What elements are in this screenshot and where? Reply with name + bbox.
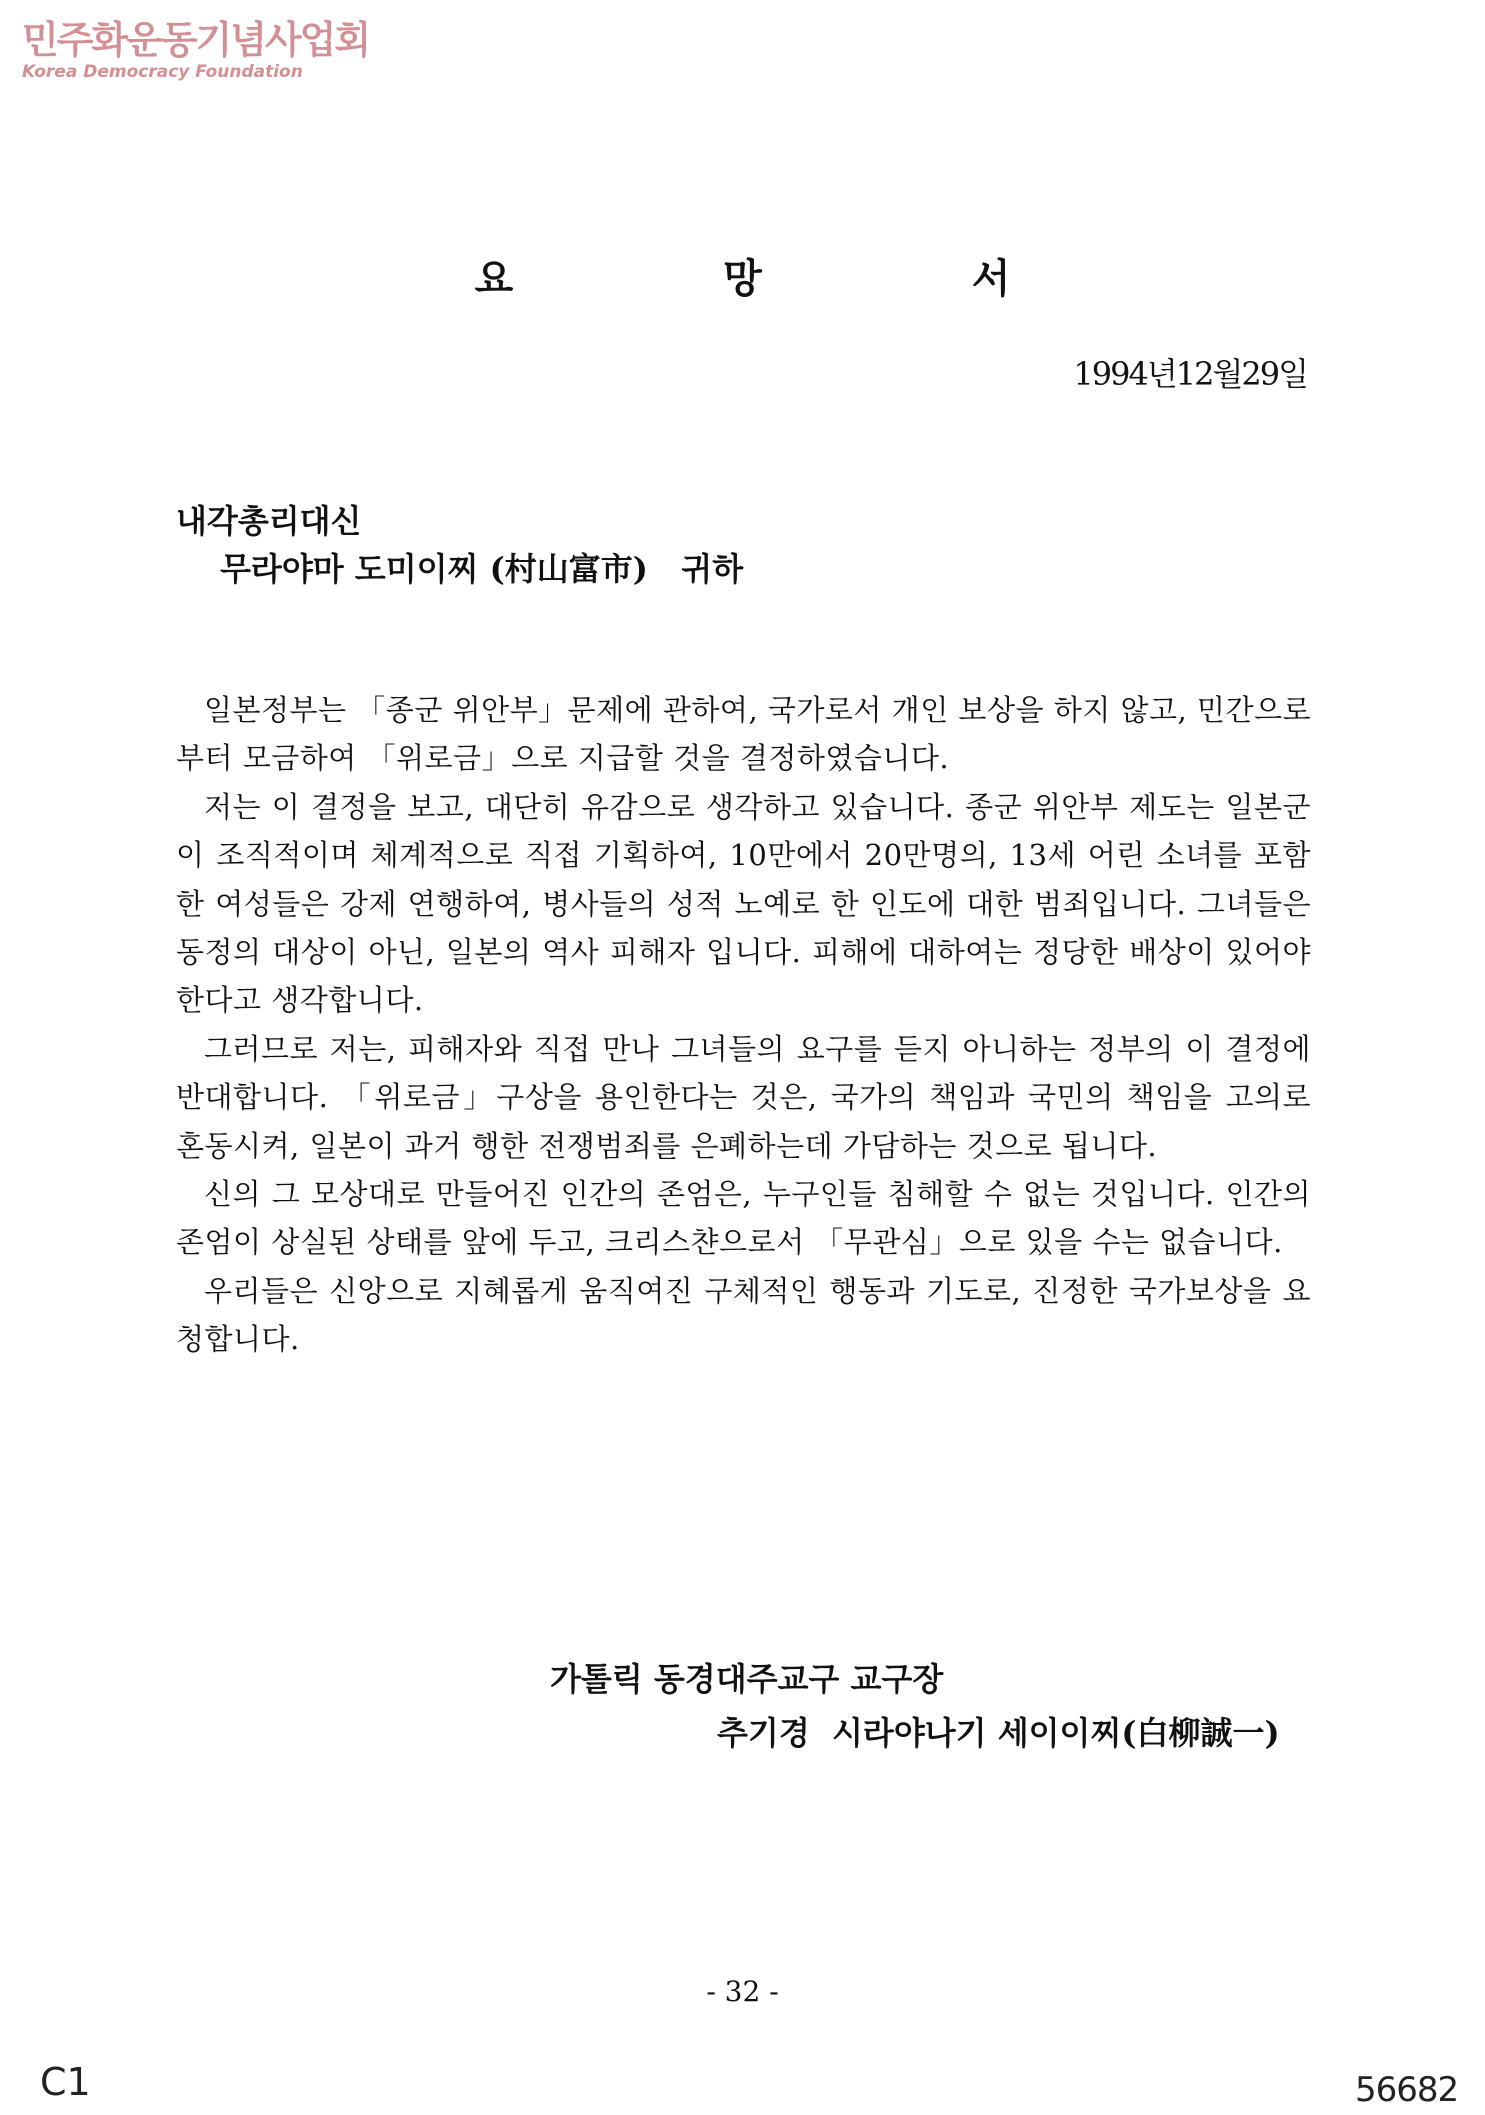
document-date: 1994년12월29일 [1073, 355, 1307, 393]
handwritten-note-right: 56682 [1355, 2070, 1459, 2110]
handwritten-note-left: C1 [40, 2060, 91, 2104]
addressee-name: 무라야마 도미이찌 (村山富市) 귀하 [220, 550, 744, 588]
addressee-position: 내각총리대신 [176, 502, 362, 540]
body-paragraph: 우리들은 신앙으로 지혜롭게 움직여진 구체적인 행동과 기도로, 진정한 국가보상을 요청합니다. [176, 1273, 1311, 1357]
watermark-korean: 민주화운동기념사업회 [22, 18, 370, 62]
signature-organization: 가톨릭 동경대주교구 교구장 [550, 1660, 944, 1698]
watermark-english: Korea Democracy Foundation [22, 62, 303, 82]
body-paragraph: 일본정부는 「종군 위안부」문제에 관하여, 국가로서 개인 보상을 하지 않고, 민간으로부터 모금하여 「위로금」으로 지급할 것을 결정하였습니다. [176, 693, 1311, 776]
watermark-logo [22, 18, 369, 82]
page-number: - 32 - [706, 1975, 779, 2008]
signature-name: 추기경 시라야나기 세이이찌(白柳誠一) [717, 1714, 1280, 1752]
document-body [176, 686, 1311, 1364]
addressee-block [176, 497, 743, 593]
signature-block [550, 1652, 1280, 1760]
body-paragraph: 그러므로 저는, 피해자와 직접 만나 그녀들의 요구를 듣지 아니하는 정부의 이 결정에 반대합니다. 「위로금」구상을 용인한다는 것은, 국가의 책임과 국민의 책임을 고의로 혼동시켜, 일본이 과거 행한 전쟁범죄를 은폐하는데 가담하는 것으로 됩니다. [176, 1031, 1311, 1163]
body-paragraph: 저는 이 결정을 보고, 대단히 유감으로 생각하고 있습니다. 종군 위안부 제도는 일본군이 조직적이며 체계적으로 직접 기획하여, 10만에서 20만명의, 13세 어린 소녀를 포함한 여성들은 강제 연행하여, 병사들의 성적 노예로 한 인도에 대한 범죄입니다. 그녀들은 동정의 대상이 아닌, 일본의 역사 피해자 입니다. 피해에 대하여는 정당한 배상이 있어야 한다고 생각합니다. [176, 789, 1311, 1018]
body-paragraph: 신의 그 모상대로 만들어진 인간의 존엄은, 누구인들 침해할 수 없는 것입니다. 인간의 존엄이 상실된 상태를 앞에 두고, 크리스챤으로서 「무관심」으로 있을 수는 없습니다. [176, 1177, 1311, 1260]
document-title: 요 망 서 [474, 255, 1109, 302]
